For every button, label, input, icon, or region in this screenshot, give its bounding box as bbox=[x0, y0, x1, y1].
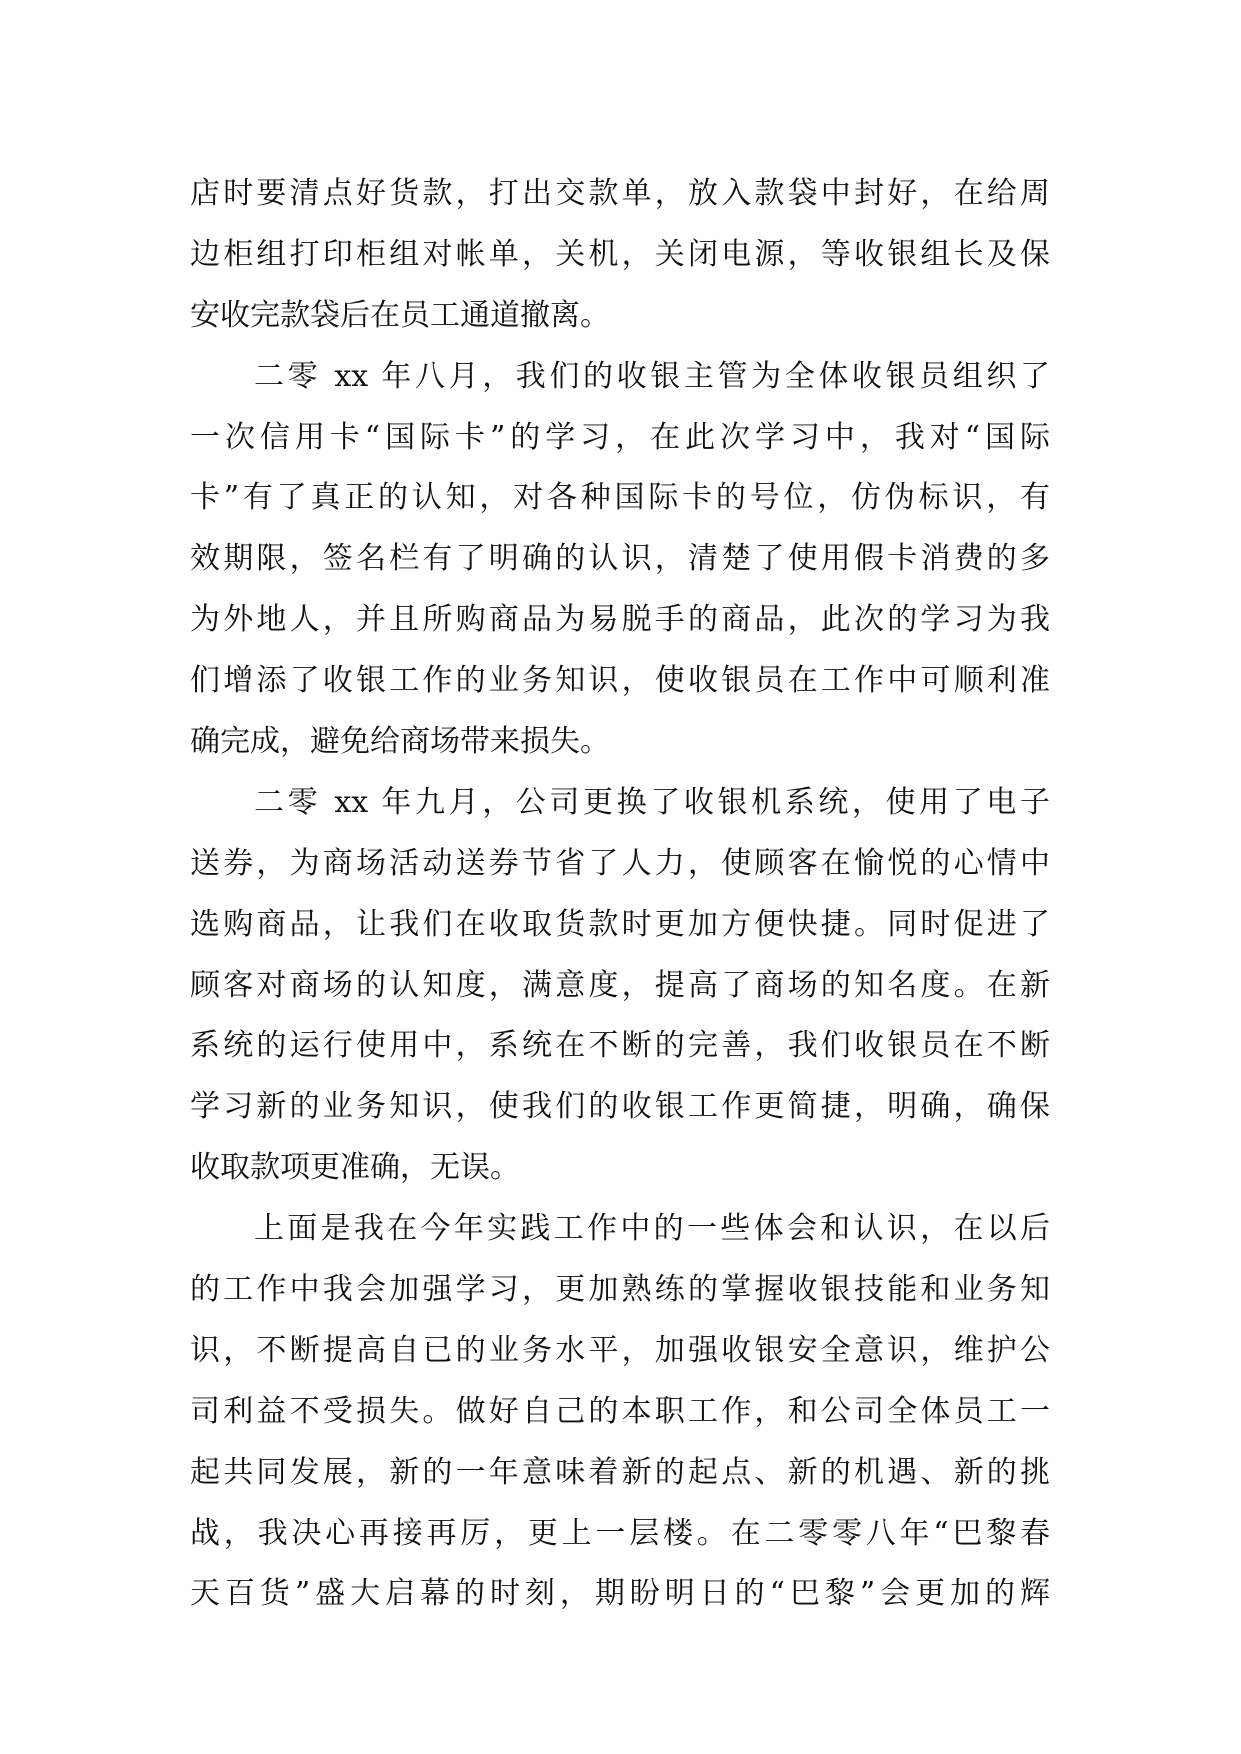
text-line: 的工作中我会加强学习，更加熟练的掌握收银技能和业务知 bbox=[190, 1272, 1050, 1308]
text-line: 们增添了收银工作的业务知识，使收银员在工作中可顺利准 bbox=[190, 663, 1050, 699]
text-line: 一次信用卡“国际卡”的学习，在此次学习中，我对“国际 bbox=[190, 419, 1050, 455]
text-line: 效期限，签名栏有了明确的认识，清楚了使用假卡消费的多 bbox=[190, 541, 1050, 577]
text-line: 送券，为商场活动送券节省了人力，使顾客在愉悦的心情中 bbox=[190, 845, 1050, 881]
text-line: 选购商品，让我们在收取货款时更加方便快捷。同时促进了 bbox=[190, 906, 1050, 942]
text-line: 起共同发展，新的一年意味着新的起点、新的机遇、新的挑 bbox=[190, 1454, 1050, 1490]
text-line: 天百货”盛大启幕的时刻，期盼明日的“巴黎”会更加的辉 bbox=[190, 1576, 1050, 1612]
text-line: 司利益不受损失。做好自己的本职工作，和公司全体员工一 bbox=[190, 1393, 1050, 1429]
text-line: 安收完款袋后在员工通道撤离。 bbox=[190, 297, 610, 333]
paragraph-first-line: 二零 xx 年八月，我们的收银主管为全体收银员组织了 bbox=[254, 358, 1050, 394]
text-line: 系统的运行使用中，系统在不断的完善，我们收银员在不断 bbox=[190, 1028, 1050, 1064]
paragraph-first-line: 上面是我在今年实践工作中的一些体会和认识，在以后 bbox=[254, 1211, 1050, 1247]
text-line: 店时要清点好货款，打出交款单，放入款袋中封好，在给周 bbox=[190, 176, 1050, 211]
body-text bbox=[190, 164, 1050, 1625]
text-line: 为外地人，并且所购商品为易脱手的商品，此次的学习为我 bbox=[190, 602, 1050, 638]
paragraph-first-line: 二零 xx 年九月，公司更换了收银机系统，使用了电子 bbox=[254, 784, 1050, 820]
text-line: 卡”有了真正的认知，对各种国际卡的号位，仿伪标识，有 bbox=[190, 480, 1050, 516]
text-line: 识，不断提高自已的业务水平，加强收银安全意识，维护公 bbox=[190, 1332, 1050, 1368]
text-line: 战，我决心再接再厉，更上一层楼。在二零零八年“巴黎春 bbox=[190, 1515, 1050, 1551]
text-line: 收取款项更准确，无误。 bbox=[190, 1150, 520, 1186]
text-line: 学习新的业务知识，使我们的收银工作更简捷，明确，确保 bbox=[190, 1089, 1050, 1125]
text-line: 顾客对商场的认知度，满意度，提高了商场的知名度。在新 bbox=[190, 967, 1050, 1003]
text-line: 边柜组打印柜组对帐单，关机，关闭电源，等收银组长及保 bbox=[190, 236, 1050, 272]
text-line: 确完成，避免给商场带来损失。 bbox=[190, 724, 610, 760]
